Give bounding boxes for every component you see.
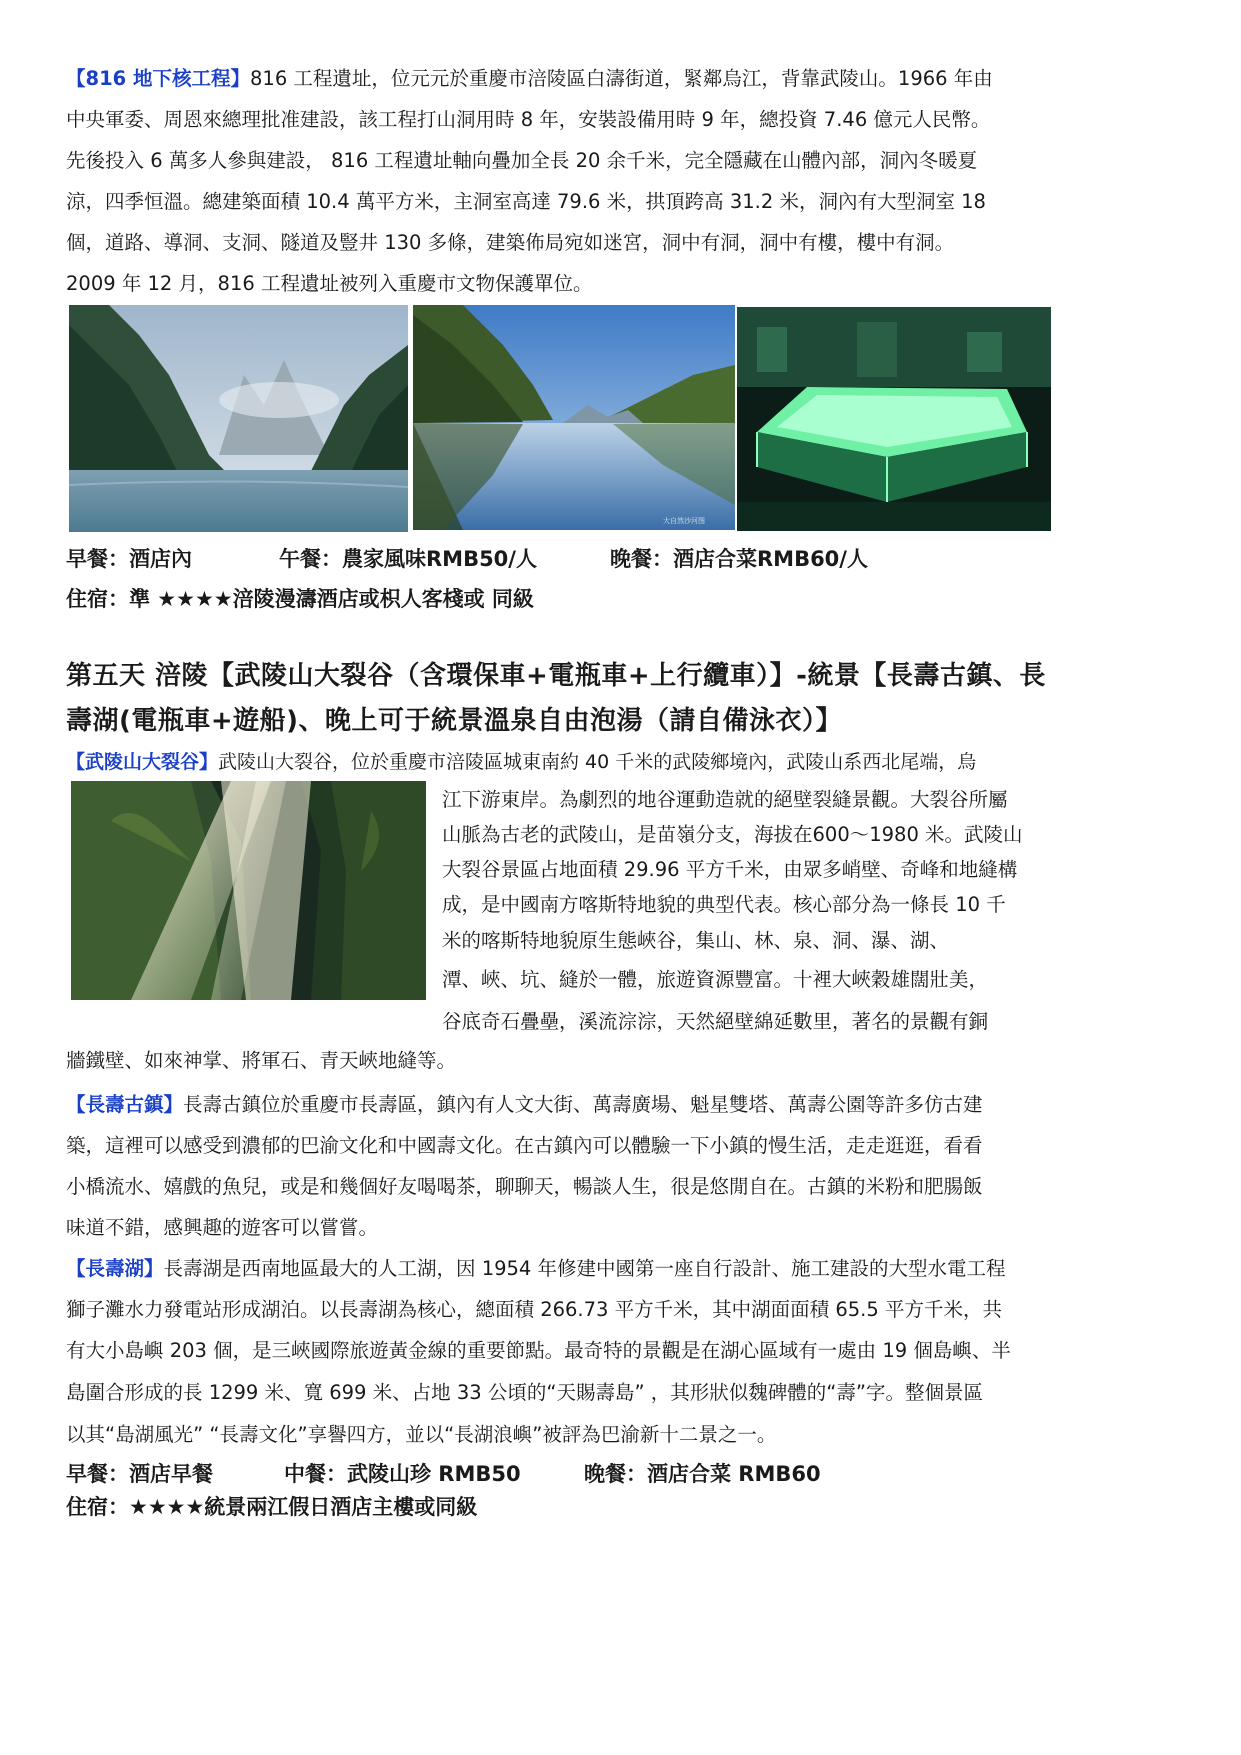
para-816-line-5: 個，道路、導洞、支洞、隧道及豎井 130 多條，建築佈局宛如迷宮，洞中有洞，洞中有樓，樓中有洞。 — [66, 231, 955, 254]
day5-heading-line-1: 第五天 涪陵【武陵山大裂谷（含環保車+電瓶車+上行纜車）】-統景【長壽古鎮、長 — [66, 661, 1046, 691]
lake-line-2: 獅子灘水力發電站形成湖泊。以長壽湖為核心，總面積 266.73 平方千米，其中湖面面積 65.5 平方千米，共 — [66, 1298, 1002, 1321]
wulong-wrap-2: 山脈為古老的武陵山，是苗嶺分支，海拔在600～1980 米。武陵山 — [442, 823, 1023, 846]
lake-line-3: 有大小島嶼 203 個，是三峽國際旅遊黃金線的重要節點。最奇特的景觀是在湖心區域有一處由 19 個島嶼、半 — [66, 1339, 1011, 1362]
wulong-wrap-6: 潭、峽、坑、縫於一體，旅遊資源豐富。十裡大峽穀雄闊壯美， — [442, 968, 989, 991]
day5-dinner: 晚餐：酒店合菜 RMB60 — [584, 1462, 821, 1486]
para-816-line-6: 2009 年 12 月，816 工程遺址被列入重慶市文物保護單位。 — [66, 272, 593, 295]
lake-line-4: 島圍合形成的長 1299 米、寬 699 米、占地 33 公頃的“天賜壽島” ，其形狀似魏碑體的“壽”字。整個景區 — [66, 1381, 983, 1404]
day5-lunch: 中餐：武陵山珍 RMB50 — [284, 1462, 521, 1486]
day4-dinner: 晚餐：酒店合菜RMB60/人 — [610, 547, 868, 571]
day5-heading-line-2: 壽湖(電瓶車+遊船)、晚上可于統景溫泉自由泡湯（請自備泳衣）】 — [66, 706, 843, 736]
wulong-line-1: 【武陵山大裂谷】武陵山大裂谷，位於重慶市涪陵區城東南約 40 千米的武陵鄉境內，武陵山系西北尾端，烏 — [66, 751, 977, 773]
tag-changshou-lake: 【長壽湖】 — [66, 1257, 164, 1280]
photo-green-pool — [737, 307, 1051, 531]
photo-lake-reflection — [413, 305, 735, 530]
wulong-wrap-7: 谷底奇石疊壘，溪流淙淙，天然絕壁綿延數里，著名的景觀有銅 — [442, 1010, 989, 1033]
wulong-wrap-4: 成，是中國南方喀斯特地貌的典型代表。核心部分為一條長 10 千 — [442, 893, 1006, 916]
town-line-3: 小橋流水、嬉戲的魚兒，或是和幾個好友喝喝茶，聊聊天，暢談人生，很是悠閒自在。古鎮的米粉和肥腸飯 — [66, 1175, 983, 1198]
town-line-4: 味道不錯，感興趣的遊客可以嘗嘗。 — [66, 1216, 379, 1239]
tag-changshou-town: 【長壽古鎮】 — [66, 1093, 184, 1116]
photo-watermark: 大自然沙河图 — [663, 517, 705, 525]
day4-breakfast: 早餐：酒店內 — [66, 547, 192, 571]
town-line-2: 築，這裡可以感受到濃郁的巴渝文化和中國壽文化。在古鎮內可以體驗一下小鎮的慢生活，走走逛逛，看看 — [66, 1134, 983, 1157]
para-816-line-3: 先後投入 6 萬多人參與建設， 816 工程遺址軸向疊加全長 20 余千米，完全隱藏在山體內部，洞內冬暖夏 — [66, 149, 978, 172]
tag-816: 【816 地下核工程】 — [66, 67, 250, 90]
day5-lodging: 住宿：★★★★統景兩江假日酒店主樓或同級 — [66, 1495, 478, 1519]
para-816-line-1: 【816 地下核工程】816 工程遺址，位元元於重慶市涪陵區白濤街道，緊鄰烏江，背靠武陵山。1966 年由 — [66, 67, 993, 90]
wulong-wrap-5: 米的喀斯特地貌原生態峽谷，集山、林、泉、洞、瀑、湖、 — [442, 929, 950, 952]
photo-canyon-light — [71, 781, 426, 1000]
lake-line-5: 以其“島湖風光” “長壽文化”享譽四方，並以“長湖浪嶼”被評為巴渝新十二景之一。 — [66, 1423, 777, 1446]
day4-lodging: 住宿：準 ★★★★涪陵漫濤酒店或枳人客棧或 同級 — [66, 587, 534, 611]
wulong-wrap-3: 大裂谷景區占地面積 29.96 平方千米，由眾多峭壁、奇峰和地縫構 — [442, 858, 1018, 881]
day4-lunch: 午餐：農家風味RMB50/人 — [279, 547, 537, 571]
para-816-line-2: 中央軍委、周恩來總理批准建設，該工程打山洞用時 8 年，安裝設備用時 9 年，總投資 7.46 億元人民幣。 — [66, 108, 991, 131]
town-line-1: 【長壽古鎮】長壽古鎮位於重慶市長壽區，鎮內有人文大街、萬壽廣場、魁星雙塔、萬壽公園等許多仿古建 — [66, 1093, 983, 1116]
para-816-line-4: 涼，四季恒溫。總建築面積 10.4 萬平方米，主洞室高達 79.6 米，拱頂跨高 31.2 米，洞內有大型洞室 18 — [66, 190, 986, 213]
photo-river-gorge — [69, 305, 408, 532]
day5-breakfast: 早餐：酒店早餐 — [66, 1462, 213, 1486]
wulong-last-line: 牆鐵壁、如來神掌、將軍石、青天峽地縫等。 — [66, 1049, 457, 1072]
wulong-wrap-1: 江下游東岸。為劇烈的地谷運動造就的絕壁裂縫景觀。大裂谷所屬 — [442, 788, 1008, 811]
tag-wulong: 【武陵山大裂谷】 — [66, 751, 219, 773]
lake-line-1: 【長壽湖】長壽湖是西南地區最大的人工湖，因 1954 年修建中國第一座自行設計、施工建設的大型水電工程 — [66, 1257, 1006, 1280]
